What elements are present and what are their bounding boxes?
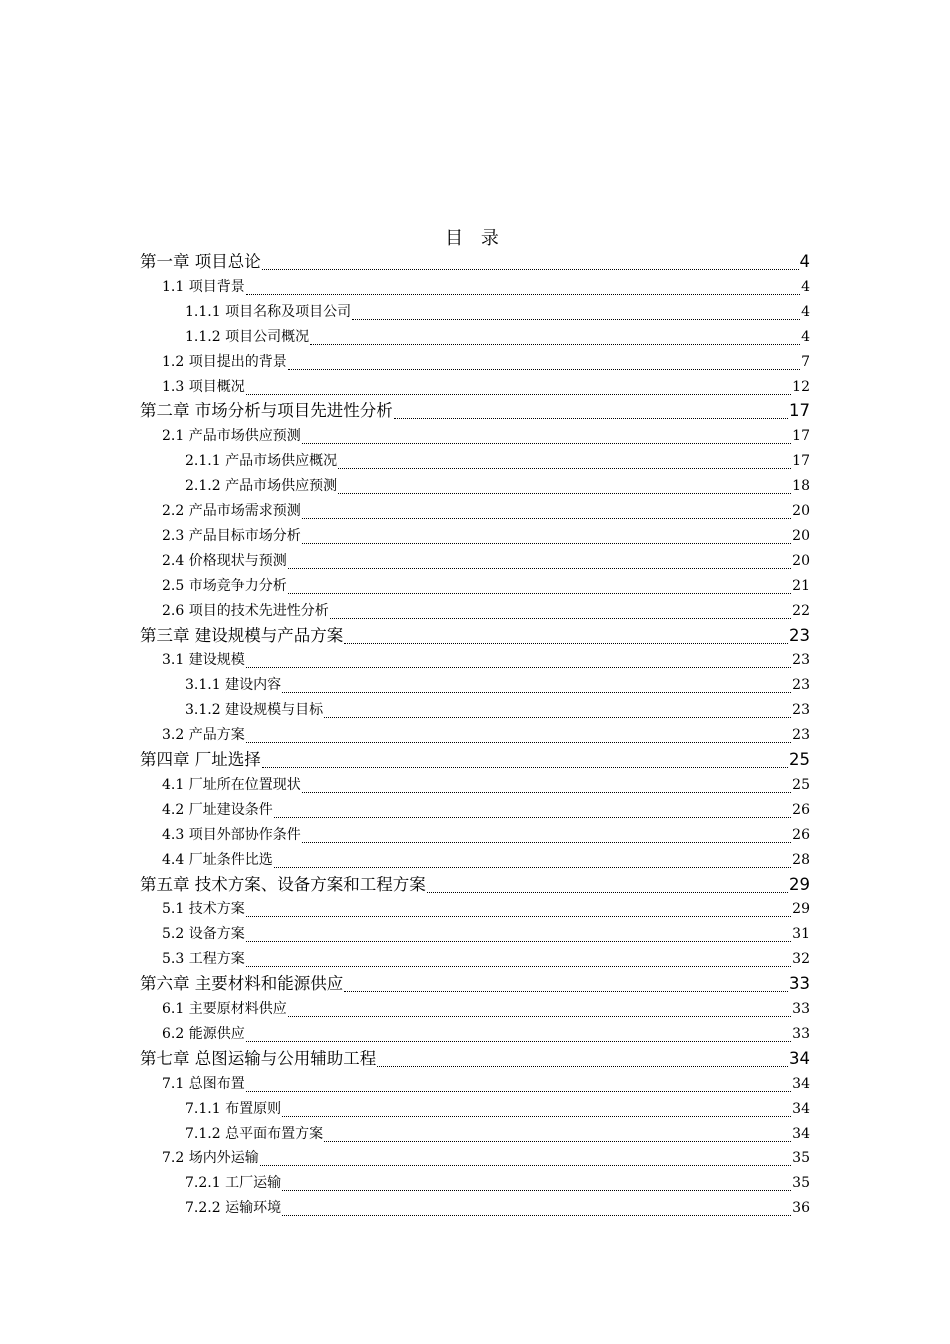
toc-page-number: 4 <box>801 303 810 320</box>
toc-dot-leader <box>246 294 800 295</box>
toc-section-entry[interactable] <box>162 524 810 548</box>
toc-entry-label: 第一章 项目总论 <box>140 252 261 271</box>
toc-dot-leader <box>310 344 800 345</box>
toc-section-entry[interactable] <box>162 599 810 623</box>
toc-dot-leader <box>282 1190 791 1191</box>
toc-page-number: 4 <box>799 252 810 271</box>
toc-page-number: 34 <box>792 1075 810 1092</box>
toc-dot-leader <box>246 1041 791 1042</box>
toc-entry-label: 5.1 技术方案 <box>162 901 245 918</box>
toc-chapter-entry[interactable] <box>140 748 810 772</box>
toc-entry-label: 2.4 价格现状与预测 <box>162 552 287 569</box>
toc-entry-label: 1.1.2 项目公司概况 <box>185 328 310 345</box>
toc-entry-label: 4.1 厂址所在位置现状 <box>162 776 301 793</box>
toc-entry-label: 第六章 主要材料和能源供应 <box>140 974 344 994</box>
toc-entry-label: 1.1 项目背景 <box>162 278 245 295</box>
toc-dot-leader <box>302 792 791 793</box>
toc-dot-leader <box>262 269 799 270</box>
toc-entry-label: 2.1 产品市场供应预测 <box>162 428 301 445</box>
toc-dot-leader <box>338 493 791 494</box>
toc-dot-leader <box>262 767 788 768</box>
toc-page-number: 25 <box>792 776 810 793</box>
toc-title: 目 录 <box>445 228 505 249</box>
toc-dot-leader <box>246 394 791 395</box>
toc-page-number: 28 <box>792 851 810 868</box>
toc-page-number: 25 <box>789 750 810 769</box>
toc-subsection-entry[interactable] <box>185 673 810 697</box>
toc-chapter-entry[interactable] <box>140 972 810 996</box>
toc-section-entry[interactable] <box>162 848 810 872</box>
toc-dot-leader <box>246 966 791 967</box>
toc-page-number: 33 <box>792 1001 810 1017</box>
toc-dot-leader <box>282 1215 791 1216</box>
toc-entry-label: 3.2 产品方案 <box>162 727 245 744</box>
toc-section-entry[interactable] <box>162 648 810 672</box>
toc-entry-label: 7.1 总图布置 <box>162 1075 245 1092</box>
toc-dot-leader <box>302 443 791 444</box>
toc-page-number: 29 <box>792 901 810 918</box>
toc-entry-label: 第五章 技术方案、设备方案和工程方案 <box>140 874 426 894</box>
toc-page-number: 32 <box>792 951 810 968</box>
toc-entry-label: 1.2 项目提出的背景 <box>162 353 287 370</box>
toc-page-number: 23 <box>792 727 810 744</box>
toc-page-number: 23 <box>792 677 810 694</box>
toc-dot-leader <box>330 618 791 619</box>
toc-section-entry[interactable] <box>162 1146 810 1170</box>
toc-entry-label: 6.2 能源供应 <box>162 1025 245 1042</box>
toc-subsection-entry[interactable] <box>185 1122 810 1146</box>
toc-page-number: 23 <box>789 625 810 645</box>
toc-entry-label: 7.2 场内外运输 <box>162 1150 259 1167</box>
toc-dot-leader <box>274 867 791 868</box>
toc-chapter-entry[interactable] <box>140 250 810 274</box>
toc-dot-leader <box>344 991 788 992</box>
toc-section-entry[interactable] <box>162 549 810 573</box>
toc-section-entry[interactable] <box>162 823 810 847</box>
toc-page-number: 26 <box>792 801 810 818</box>
toc-entry-label: 4.4 厂址条件比选 <box>162 851 273 868</box>
toc-section-entry[interactable] <box>162 1072 810 1096</box>
toc-entry-label: 5.2 设备方案 <box>162 926 245 943</box>
toc-dot-leader <box>288 568 791 569</box>
toc-dot-leader <box>282 1116 791 1117</box>
toc-entry-label: 第二章 市场分析与项目先进性分析 <box>140 401 393 421</box>
toc-entry-label: 2.3 产品目标市场分析 <box>162 527 301 544</box>
toc-entry-label: 1.1.1 项目名称及项目公司 <box>185 303 352 320</box>
toc-subsection-entry[interactable] <box>185 325 810 349</box>
toc-page-number: 36 <box>792 1200 810 1217</box>
toc-section-entry[interactable] <box>162 574 810 598</box>
toc-dot-leader <box>288 593 791 594</box>
toc-dot-leader <box>324 717 791 718</box>
toc-section-entry[interactable] <box>162 424 810 448</box>
toc-entry-label: 2.1.1 产品市场供应概况 <box>185 453 338 470</box>
toc-section-entry[interactable] <box>162 1022 810 1046</box>
toc-dot-leader <box>338 468 791 469</box>
toc-entry-label: 4.3 项目外部协作条件 <box>162 826 301 843</box>
toc-page-number: 4 <box>801 328 810 345</box>
toc-page-number: 22 <box>792 602 810 619</box>
toc-entry-label: 2.1.2 产品市场供应预测 <box>185 478 338 495</box>
toc-entry-label: 第四章 厂址选择 <box>140 750 261 769</box>
toc-dot-leader <box>394 418 788 419</box>
toc-page-number: 35 <box>792 1150 810 1167</box>
toc-page-number: 21 <box>792 577 810 594</box>
toc-subsection-entry[interactable] <box>185 1171 810 1195</box>
toc-dot-leader <box>246 941 791 942</box>
toc-page-number: 17 <box>789 401 810 421</box>
toc-chapter-entry[interactable] <box>140 399 810 423</box>
toc-dot-leader <box>246 1091 791 1092</box>
toc-page-number: 33 <box>789 974 810 994</box>
toc-section-entry[interactable] <box>162 773 810 797</box>
toc-dot-leader <box>246 667 791 668</box>
toc-section-entry[interactable] <box>162 997 810 1021</box>
toc-dot-leader <box>352 319 800 320</box>
toc-page-number: 26 <box>792 826 810 843</box>
toc-dot-leader <box>246 742 791 743</box>
toc-subsection-entry[interactable] <box>185 474 810 498</box>
toc-entry-label: 7.2.1 工厂运输 <box>185 1175 282 1192</box>
toc-chapter-entry[interactable] <box>140 873 810 897</box>
toc-section-entry[interactable] <box>162 798 810 822</box>
toc-dot-leader <box>288 369 800 370</box>
toc-page-number: 20 <box>792 527 810 544</box>
toc-page-number: 34 <box>792 1125 810 1142</box>
toc-dot-leader <box>302 518 791 519</box>
toc-page-number: 12 <box>792 378 810 395</box>
toc-section-entry[interactable] <box>162 275 810 299</box>
toc-page-number: 34 <box>789 1048 810 1068</box>
toc-subsection-entry[interactable] <box>185 300 810 324</box>
toc-page-number: 33 <box>792 1025 810 1042</box>
toc-subsection-entry[interactable] <box>185 1196 810 1220</box>
toc-dot-leader <box>246 916 791 917</box>
toc-dot-leader <box>302 543 791 544</box>
toc-dot-leader <box>302 842 791 843</box>
toc-page-number: 23 <box>792 652 810 669</box>
toc-entry-label: 2.6 项目的技术先进性分析 <box>162 602 329 619</box>
toc-dot-leader <box>427 892 788 893</box>
toc-dot-leader <box>344 643 788 644</box>
toc-section-entry[interactable] <box>162 375 810 399</box>
toc-section-entry[interactable] <box>162 723 810 747</box>
toc-entry-label: 7.1.1 布置原则 <box>185 1100 282 1117</box>
toc-section-entry[interactable] <box>162 922 810 946</box>
toc-entry-label: 2.5 市场竞争力分析 <box>162 577 287 594</box>
toc-entry-label: 第七章 总图运输与公用辅助工程 <box>140 1048 377 1068</box>
toc-entry-label: 第三章 建设规模与产品方案 <box>140 625 344 645</box>
toc-dot-leader <box>282 692 791 693</box>
toc-section-entry[interactable] <box>162 897 810 921</box>
toc-chapter-entry[interactable] <box>140 1047 810 1071</box>
toc-dot-leader <box>260 1165 791 1166</box>
toc-page-number: 23 <box>792 702 810 719</box>
toc-entry-label: 6.1 主要原材料供应 <box>162 1001 287 1017</box>
toc-dot-leader <box>324 1141 791 1142</box>
toc-entry-label: 7.2.2 运输环境 <box>185 1200 282 1217</box>
toc-page-number: 17 <box>792 453 810 470</box>
toc-page-number: 7 <box>801 353 810 370</box>
toc-dot-leader <box>377 1066 788 1067</box>
toc-page-number: 35 <box>792 1175 810 1192</box>
toc-entry-label: 3.1.2 建设规模与目标 <box>185 702 324 719</box>
toc-entry-label: 5.3 工程方案 <box>162 951 245 968</box>
toc-entry-label: 2.2 产品市场需求预测 <box>162 503 301 519</box>
toc-section-entry[interactable] <box>162 350 810 374</box>
toc-page-number: 20 <box>792 503 810 519</box>
toc-dot-leader <box>274 817 791 818</box>
toc-page-number: 34 <box>792 1100 810 1117</box>
toc-page-number: 29 <box>789 874 810 894</box>
toc-subsection-entry[interactable] <box>185 449 810 473</box>
toc-subsection-entry[interactable] <box>185 698 810 722</box>
toc-section-entry[interactable] <box>162 947 810 971</box>
toc-entry-label: 3.1 建设规模 <box>162 652 245 669</box>
toc-section-entry[interactable] <box>162 499 810 523</box>
toc-dot-leader <box>288 1016 791 1017</box>
toc-entry-label: 1.3 项目概况 <box>162 378 245 395</box>
toc-page-number: 20 <box>792 552 810 569</box>
toc-entry-label: 7.1.2 总平面布置方案 <box>185 1125 324 1142</box>
toc-entry-label: 4.2 厂址建设条件 <box>162 801 273 818</box>
toc-subsection-entry[interactable] <box>185 1097 810 1121</box>
toc-page-number: 31 <box>792 926 810 943</box>
toc-chapter-entry[interactable] <box>140 624 810 648</box>
toc-page-number: 17 <box>792 428 810 445</box>
toc-entry-label: 3.1.1 建设内容 <box>185 677 282 694</box>
toc-page-number: 18 <box>792 478 810 495</box>
toc-page-number: 4 <box>801 278 810 295</box>
